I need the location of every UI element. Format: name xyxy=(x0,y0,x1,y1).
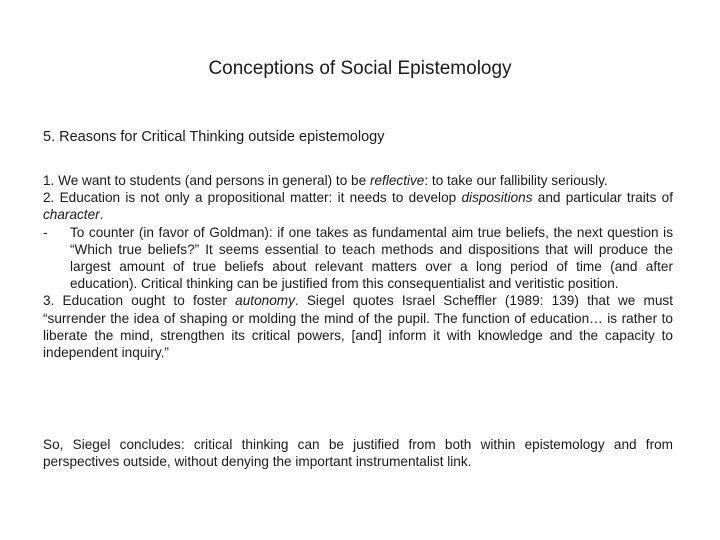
point-1-text: 1. We want to students (and persons in general) to be xyxy=(43,173,370,188)
bullet-dash: - xyxy=(43,224,48,240)
bullet-item xyxy=(43,224,673,293)
body-text xyxy=(43,172,673,361)
point-2-text: 2. Education is not only a propositional matter: it needs to develop xyxy=(43,190,462,206)
bullet-text: To counter (in favor of Goldman): if one takes as fundamental aim true beliefs, the next question is “Which true beliefs?” It seems essential to teach methods and dispositions that will produce the largest amount of true beliefs about relevant matters over a long period of time (and after education). Critical thinking can be justified from this consequentialist and veritistic position. xyxy=(70,224,673,292)
point-2-emphasis-2: character xyxy=(43,207,100,223)
point-3-text: 3. Education ought to foster xyxy=(43,293,236,309)
conclusion xyxy=(43,436,673,470)
point-3-emphasis: autonomy xyxy=(235,293,295,309)
conclusion-text: So, Siegel concludes: critical thinking can be justified from both within epistemology and from perspectives outside, without denying the important instrumentalist link. xyxy=(43,437,673,470)
point-1-emphasis: reflective xyxy=(369,173,425,188)
point-3 xyxy=(43,292,673,361)
point-1-text-end: : to take our fallibility seriously. xyxy=(424,173,608,188)
point-2 xyxy=(43,189,673,223)
point-3-text-end: . Siegel quotes Israel Scheffler (1989: 139) that we must “surrender the idea of shaping or molding the mind of the pupil. The function of education… is rather to liberate the mind, strengthen its critical powers, [and] inform it with knowledge and the capacity to independent inquiry.” xyxy=(43,293,673,361)
point-2-text-end: . xyxy=(99,207,104,223)
point-2-text-middle: and particular traits of xyxy=(532,190,673,206)
point-2-emphasis-1: dispositions xyxy=(461,190,533,206)
slide-title: Conceptions of Social Epistemology xyxy=(208,58,512,79)
section-heading: 5. Reasons for Critical Thinking outside epistemology xyxy=(43,129,385,145)
point-1 xyxy=(43,172,673,189)
